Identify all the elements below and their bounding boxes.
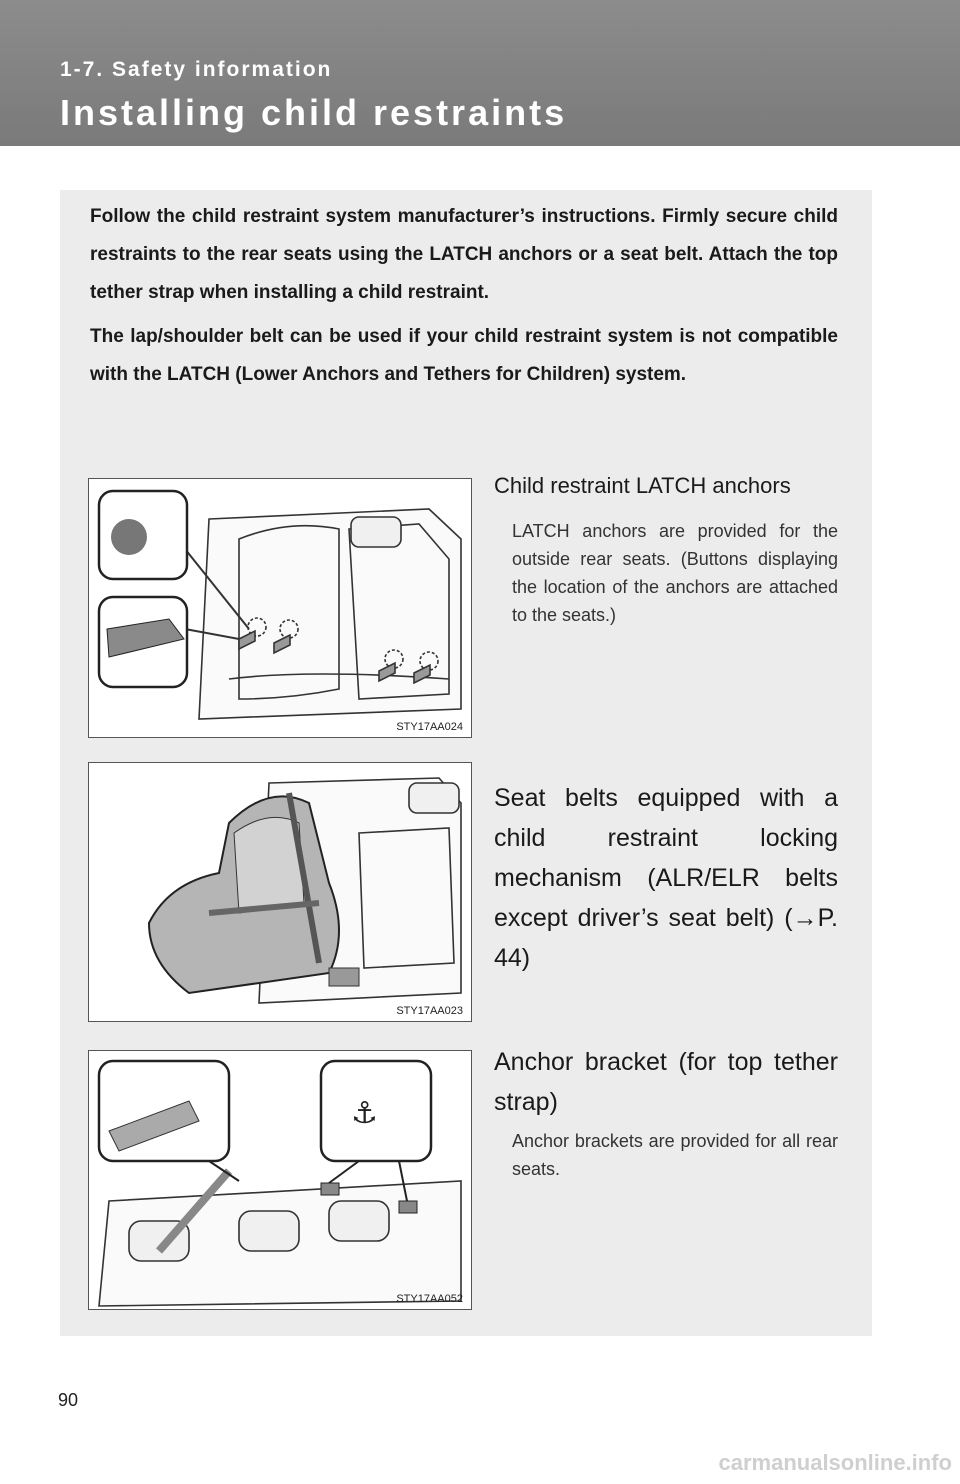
seat-belt-mechanism-title: Seat belts equipped with a child restraint locking mechanism (ALR/ELR belts except driver’s seat belt) (→P. 44) (494, 784, 838, 972)
anchor-icon: ⚓ (351, 1096, 378, 1131)
page-title: Installing child restraints (60, 92, 568, 133)
intro-paragraph-2: The lap/shoulder belt can be used if your child restraint system is not compatible with the LATCH (Lower Anchors and Tethers for Children) system. (90, 326, 838, 385)
intro-paragraph-1: Follow the child restraint system manufacturer’s instructions. Firmly secure child restraints to the rear seats using the LATCH anchors or a seat belt. Attach the top tether strap when installing a child restraint. (90, 206, 838, 303)
latch-anchors-title: Child restraint LATCH anchors (494, 473, 791, 498)
rear-seat-latch-drawing (89, 479, 472, 738)
section-label: 1-7. Safety information (60, 58, 333, 81)
anchor-bracket-title: Anchor bracket (for top tether strap) (494, 1048, 838, 1116)
anchor-bracket-description: Anchor brackets are provided for all rear seats. (512, 1131, 838, 1179)
page-number: 90 (58, 1390, 79, 1410)
latch-anchors-description: LATCH anchors are provided for the outside rear seats. (Buttons displaying the location of the anchors are attached to the seats.) (512, 521, 838, 625)
child-seat-button-icon (111, 519, 147, 555)
intro-text (90, 198, 838, 400)
latch-anchors-illustration (88, 478, 472, 738)
figure-code: STY17AA023 (396, 1005, 463, 1017)
figure-code: STY17AA052 (396, 1293, 463, 1305)
anchor-bracket-illustration (88, 1050, 472, 1310)
seat-belt-child-restraint-illustration (88, 762, 472, 1022)
watermark: carmanualsonline.info (718, 1450, 952, 1475)
figure-code: STY17AA024 (396, 721, 463, 733)
anchor-bracket-drawing (89, 1051, 472, 1310)
child-seat-with-belt-drawing (89, 763, 472, 1022)
